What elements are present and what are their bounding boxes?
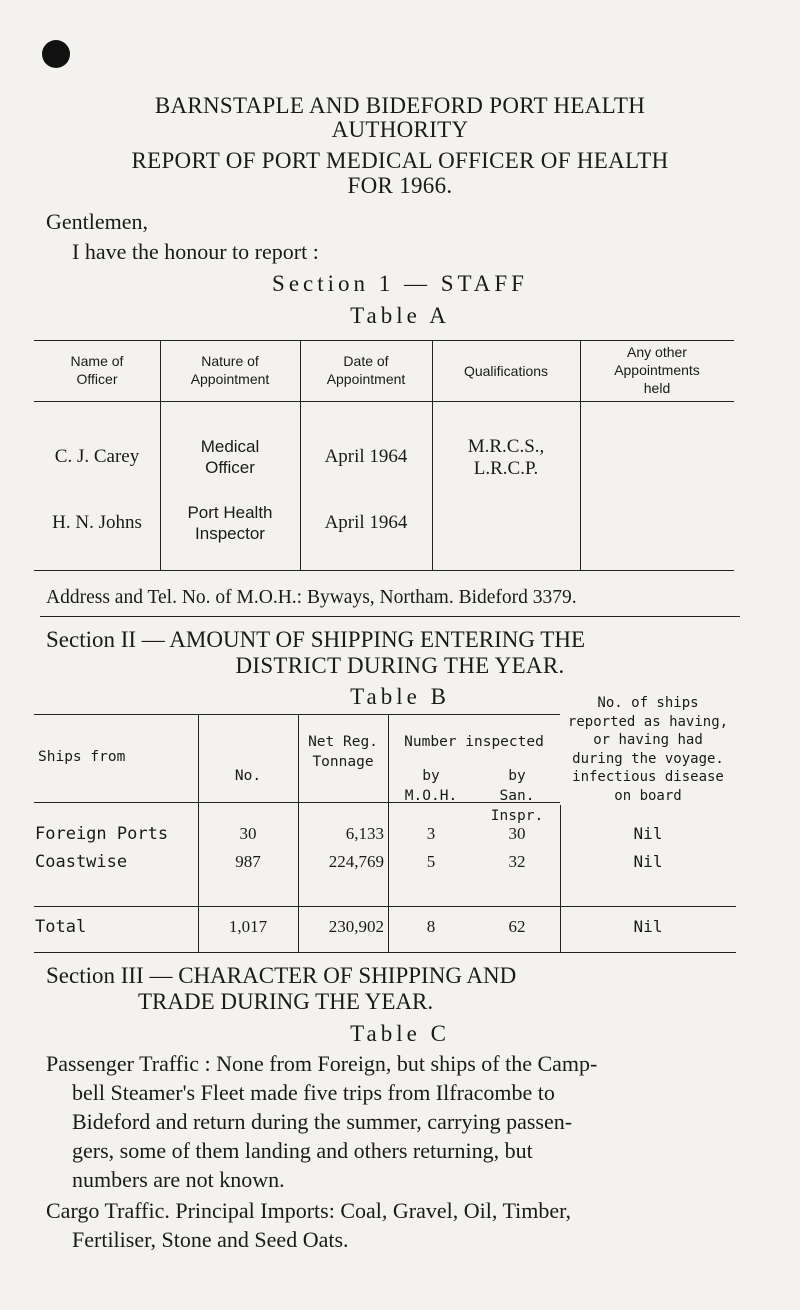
header-reported-line5: infectious disease	[572, 769, 724, 785]
header-date	[300, 352, 432, 388]
header-number-inspected: Number inspected	[404, 734, 544, 750]
appointment-date: April 1964	[324, 512, 408, 533]
net-tonnage: 224,769	[328, 852, 384, 871]
appointment-date: April 1964	[324, 446, 408, 467]
total-label: Total	[35, 917, 87, 937]
header-tonnage	[298, 732, 388, 772]
section2-title-line1: Section II — AMOUNT OF SHIPPING ENTERING THE	[46, 627, 586, 652]
header-other-line2: Appointments	[614, 362, 700, 378]
bullet-dot	[42, 40, 70, 68]
header-by-moh	[388, 766, 474, 806]
header-name	[34, 352, 160, 388]
table-b-title: Table B	[350, 684, 450, 709]
appointment-nature	[160, 502, 300, 544]
header-reported-line3: or having had	[593, 732, 703, 748]
appointment-nature-line1: Medical	[200, 437, 260, 456]
header-name-line2: Officer	[76, 371, 118, 387]
report-title-line2: FOR 1966.	[347, 173, 453, 198]
header-name-line1: Name of	[70, 353, 124, 369]
appointment-nature-line2: Inspector	[195, 524, 265, 543]
reported-infectious: Nil	[633, 824, 663, 843]
inspected-by-san-inspr: 32	[508, 852, 526, 871]
passenger-line1: Passenger Traffic : None from Foreign, but ships of the Camp-	[46, 1051, 598, 1076]
report-title-line1: REPORT OF PORT MEDICAL OFFICER OF HEALTH	[131, 148, 669, 173]
header-other	[580, 343, 734, 397]
table-a-top-rule	[34, 340, 734, 341]
header-by-moh-line2: M.O.H.	[404, 788, 458, 804]
table-c-title: Table C	[350, 1021, 450, 1046]
header-reported-line6: on board	[614, 787, 682, 804]
header-by-san-inspr	[474, 766, 560, 826]
header-other-line3: held	[643, 380, 671, 396]
total-ships-count: 1,017	[228, 917, 268, 936]
qualifications-line1: M.R.C.S.,	[467, 436, 545, 457]
header-reported-line4: during the voyage.	[572, 750, 724, 767]
ships-count: 987	[235, 852, 261, 871]
header-date-line1: Date of	[343, 353, 389, 369]
header-by-moh-line1: by	[422, 768, 440, 784]
reported-infectious: Nil	[633, 852, 663, 871]
authority-title-line2: AUTHORITY	[331, 117, 469, 142]
header-tonnage-line1: Net Reg.	[308, 734, 378, 750]
table-a-title: Table A	[350, 303, 450, 328]
passenger-line4: gers, some of them landing and others returning, but	[72, 1138, 533, 1163]
cargo-line1: Cargo Traffic. Principal Imports: Coal, Gravel, Oil, Timber,	[46, 1198, 572, 1223]
passenger-line2: bell Steamer's Fleet made five trips from Ilfracombe to	[72, 1080, 555, 1105]
ships-from: Foreign Ports	[35, 824, 169, 844]
header-no: No.	[234, 768, 262, 784]
inspected-by-moh: 3	[426, 824, 436, 843]
qualifications-line2: L.R.C.P.	[473, 458, 539, 479]
ships-from: Coastwise	[35, 852, 128, 872]
header-nature-line1: Nature of	[201, 353, 259, 369]
section1-title: Section 1 — STAFF	[272, 271, 528, 296]
header-tonnage-line2: Tonnage	[312, 754, 374, 770]
ships-count: 30	[239, 824, 257, 843]
officer-name: H. N. Johns	[52, 512, 142, 533]
header-date-line2: Appointment	[326, 371, 406, 387]
total-inspected-by-moh: 8	[426, 917, 436, 936]
total-reported-infectious: Nil	[633, 917, 663, 936]
header-ships-from: Ships from	[38, 749, 126, 765]
qualifications	[432, 436, 580, 480]
moh-address: Address and Tel. No. of M.O.H.: Byways, Northam. Bideford 3379.	[46, 587, 577, 608]
table-a-bottom-rule	[34, 570, 734, 571]
header-by-san-line2: San. Inspr.	[490, 788, 544, 824]
header-reported-infectious	[560, 694, 736, 805]
authority-title-line1: BARNSTAPLE AND BIDEFORD PORT HEALTH	[154, 93, 646, 118]
table-b-total-rule	[34, 906, 736, 907]
total-inspected-by-san-inspr: 62	[508, 917, 526, 936]
section3-title-line2: TRADE DURING THE YEAR.	[138, 989, 434, 1014]
header-qualifications: Qualifications	[463, 363, 549, 379]
section-separator	[40, 616, 740, 617]
header-nature	[160, 352, 300, 388]
inspected-by-san-inspr: 30	[508, 824, 526, 843]
appointment-nature-line2: Officer	[205, 458, 255, 477]
inspected-by-moh: 5	[426, 852, 436, 871]
salutation: Gentlemen,	[46, 209, 149, 234]
header-reported-line1: No. of ships	[597, 695, 699, 711]
net-tonnage: 6,133	[345, 824, 384, 843]
intro-text: I have the honour to report :	[72, 239, 319, 264]
header-nature-line2: Appointment	[190, 371, 270, 387]
officer-name: C. J. Carey	[54, 446, 140, 467]
section2-title-line2: DISTRICT DURING THE YEAR.	[235, 653, 565, 678]
appointment-nature-line1: Port Health	[187, 503, 273, 522]
passenger-line3: Bideford and return during the summer, carrying passen-	[72, 1109, 573, 1134]
passenger-line5: numbers are not known.	[72, 1167, 285, 1192]
section3-title-line1: Section III — CHARACTER OF SHIPPING AND	[46, 963, 517, 988]
header-other-line1: Any other	[627, 344, 687, 360]
header-by-san-line1: by	[508, 768, 526, 784]
cargo-line2: Fertiliser, Stone and Seed Oats.	[72, 1227, 349, 1252]
table-b-bottom-rule	[34, 952, 736, 953]
total-net-tonnage: 230,902	[328, 917, 384, 936]
header-reported-line2: reported as having,	[567, 713, 729, 730]
appointment-nature	[160, 436, 300, 478]
table-a-header-rule	[34, 401, 734, 402]
